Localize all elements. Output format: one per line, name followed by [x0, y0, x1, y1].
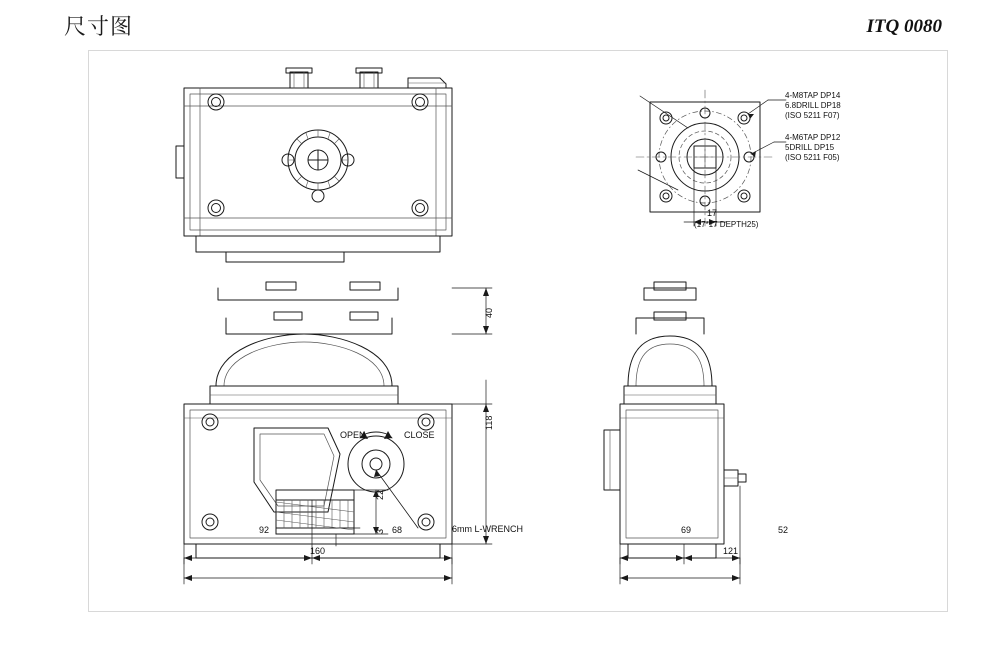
- dim-side-121: 121: [723, 546, 739, 556]
- view-front-actuator: [184, 282, 492, 584]
- flange-note-m8-drill: 6.8DRILL DP18: [785, 101, 841, 110]
- flange-note-m6-tap: 4-M6TAP DP12: [785, 133, 841, 142]
- dim-height-40: 40: [484, 307, 494, 318]
- flange-note-m6-drill: 5DRILL DP15: [785, 143, 835, 152]
- label-close: CLOSE: [404, 430, 435, 440]
- label-open: OPEN: [340, 430, 366, 440]
- dim-side-69: 69: [681, 525, 692, 535]
- view-mounting-flange: [636, 90, 786, 226]
- flange-note-m8-tap: 4-M8TAP DP14: [785, 91, 841, 100]
- dim-width-160: 160: [310, 546, 326, 556]
- dim-shaft-22: 22: [375, 489, 385, 500]
- page-title: 尺寸图: [64, 15, 134, 40]
- note-l-wrench: 6mm L-WRENCH: [452, 524, 523, 534]
- view-side-actuator: [604, 282, 746, 584]
- dim-side-52: 52: [778, 525, 789, 535]
- dim-width-68: 68: [392, 525, 403, 535]
- dim-square-17: 17: [707, 208, 718, 218]
- flange-note-iso-f07: (ISO 5211 F07): [785, 111, 840, 120]
- dim-shaft-3: 3: [375, 528, 385, 534]
- dim-width-92: 92: [259, 525, 270, 535]
- flange-note-iso-f05: (ISO 5211 F05): [785, 153, 840, 162]
- model-code-label: ITQ 0080: [866, 16, 942, 37]
- note-square-depth: (17*17 DEPTH25): [694, 220, 759, 229]
- dim-height-118: 118: [484, 415, 494, 430]
- view-top-actuator: [176, 68, 452, 262]
